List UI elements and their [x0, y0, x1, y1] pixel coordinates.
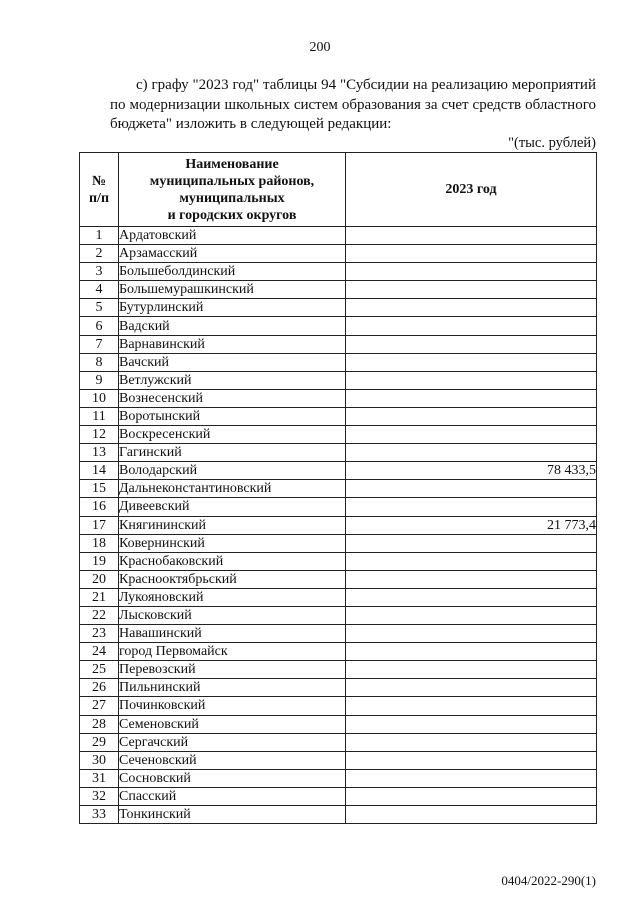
header-name-line: Наименование — [185, 156, 279, 172]
table-row — [80, 733, 597, 751]
subsidy-value — [346, 335, 597, 353]
district-name: Сосновский — [119, 769, 346, 787]
district-name: Воротынский — [119, 407, 346, 425]
table-row — [80, 245, 597, 263]
table-row — [80, 769, 597, 787]
subsidy-value — [346, 480, 597, 498]
subsidy-value — [346, 534, 597, 552]
row-number: 9 — [80, 371, 119, 389]
table-row — [80, 643, 597, 661]
district-name: Семеновский — [119, 715, 346, 733]
header-name-line: муниципальных районов, — [149, 173, 315, 189]
table-row — [80, 299, 597, 317]
table-row — [80, 625, 597, 643]
table-row — [80, 353, 597, 371]
header-name-line: и городских округов — [167, 207, 297, 223]
header-number-line: № — [91, 173, 107, 189]
table-row — [80, 534, 597, 552]
row-number: 12 — [80, 426, 119, 444]
row-number: 15 — [80, 480, 119, 498]
row-number: 24 — [80, 643, 119, 661]
subsidy-value — [346, 407, 597, 425]
table-row — [80, 498, 597, 516]
subsidy-value — [346, 606, 597, 624]
subsidy-value — [346, 353, 597, 371]
row-number: 22 — [80, 606, 119, 624]
subsidy-value — [346, 625, 597, 643]
district-name: Сергачский — [119, 733, 346, 751]
intro-text: с) графу "2023 год" таблицы 94 "Субсидии на реализацию мероприятий по модернизации школьных систем образования за счет средств областного бюджета" изложить в следующей редакции: — [110, 77, 596, 132]
subsidy-value — [346, 643, 597, 661]
district-name: Гагинский — [119, 444, 346, 462]
subsidy-value — [346, 227, 597, 245]
table-row — [80, 661, 597, 679]
page-number: 200 — [309, 40, 331, 55]
table-row — [80, 317, 597, 335]
row-number: 2 — [80, 245, 119, 263]
table-row — [80, 679, 597, 697]
units-note: "(тыс. рублей) — [508, 135, 596, 151]
district-name: Большемурашкинский — [119, 281, 346, 299]
document-code: 0404/2022-290(1) — [501, 873, 596, 888]
table-row — [80, 480, 597, 498]
district-name: Дивеевский — [119, 498, 346, 516]
subsidy-value — [346, 245, 597, 263]
subsidy-value — [346, 371, 597, 389]
district-name: Вознесенский — [119, 389, 346, 407]
row-number: 27 — [80, 697, 119, 715]
district-name: Дальнеконстантиновский — [119, 480, 346, 498]
table-row — [80, 787, 597, 805]
table-row — [80, 227, 597, 245]
table-row — [80, 697, 597, 715]
district-name: Перевозский — [119, 661, 346, 679]
district-name: Ковернинский — [119, 534, 346, 552]
row-number: 3 — [80, 263, 119, 281]
subsidy-value — [346, 679, 597, 697]
intro-paragraph — [110, 76, 596, 135]
table-row — [80, 516, 597, 534]
table-row — [80, 715, 597, 733]
subsidy-value — [346, 588, 597, 606]
header-name-line: муниципальных — [179, 190, 285, 206]
row-number: 29 — [80, 733, 119, 751]
subsidy-value — [346, 552, 597, 570]
table-row — [80, 407, 597, 425]
district-name: Краснооктябрьский — [119, 570, 346, 588]
subsidy-table — [79, 152, 597, 824]
subsidy-value — [346, 299, 597, 317]
row-number: 18 — [80, 534, 119, 552]
district-name: Тонкинский — [119, 806, 346, 824]
table-body — [80, 227, 597, 824]
district-name: Лукояновский — [119, 588, 346, 606]
subsidy-value — [346, 769, 597, 787]
row-number: 20 — [80, 570, 119, 588]
header-name — [119, 153, 346, 227]
subsidy-value — [346, 715, 597, 733]
row-number: 30 — [80, 751, 119, 769]
district-name: Варнавинский — [119, 335, 346, 353]
row-number: 16 — [80, 498, 119, 516]
district-name: Сеченовский — [119, 751, 346, 769]
subsidy-value — [346, 498, 597, 516]
district-name: Воскресенский — [119, 426, 346, 444]
row-number: 7 — [80, 335, 119, 353]
row-number: 10 — [80, 389, 119, 407]
subsidy-value — [346, 751, 597, 769]
district-name: Спасский — [119, 787, 346, 805]
district-name: Ветлужский — [119, 371, 346, 389]
row-number: 21 — [80, 588, 119, 606]
row-number: 32 — [80, 787, 119, 805]
district-name: Вадский — [119, 317, 346, 335]
row-number: 13 — [80, 444, 119, 462]
subsidy-value — [346, 661, 597, 679]
district-name: Лысковский — [119, 606, 346, 624]
row-number: 17 — [80, 516, 119, 534]
row-number: 11 — [80, 407, 119, 425]
subsidy-value — [346, 787, 597, 805]
table-row — [80, 570, 597, 588]
district-name: Навашинский — [119, 625, 346, 643]
row-number: 1 — [80, 227, 119, 245]
row-number: 31 — [80, 769, 119, 787]
table-header-row — [80, 153, 597, 227]
header-number-line: п/п — [88, 190, 110, 206]
header-year: 2023 год — [346, 153, 597, 227]
subsidy-value — [346, 570, 597, 588]
table-row — [80, 552, 597, 570]
row-number: 14 — [80, 462, 119, 480]
district-name: Починковский — [119, 697, 346, 715]
table-row — [80, 263, 597, 281]
row-number: 28 — [80, 715, 119, 733]
row-number: 5 — [80, 299, 119, 317]
district-name: Княгининский — [119, 516, 346, 534]
subsidy-value — [346, 263, 597, 281]
district-name: Пильнинский — [119, 679, 346, 697]
table-row — [80, 371, 597, 389]
subsidy-value — [346, 697, 597, 715]
district-name: Ардатовский — [119, 227, 346, 245]
district-name: Арзамасский — [119, 245, 346, 263]
subsidy-value — [346, 281, 597, 299]
row-number: 6 — [80, 317, 119, 335]
district-name: Вачский — [119, 353, 346, 371]
table-row — [80, 751, 597, 769]
table-row — [80, 588, 597, 606]
row-number: 8 — [80, 353, 119, 371]
district-name: Володарский — [119, 462, 346, 480]
row-number: 26 — [80, 679, 119, 697]
district-name: Большеболдинский — [119, 263, 346, 281]
row-number: 33 — [80, 806, 119, 824]
row-number: 19 — [80, 552, 119, 570]
subsidy-value — [346, 389, 597, 407]
table-row — [80, 426, 597, 444]
row-number: 4 — [80, 281, 119, 299]
subsidy-value — [346, 733, 597, 751]
table-row — [80, 606, 597, 624]
table-row — [80, 462, 597, 480]
subsidy-value: 78 433,5 — [346, 462, 597, 480]
district-name: Бутурлинский — [119, 299, 346, 317]
subsidy-value — [346, 426, 597, 444]
district-name: город Первомайск — [119, 643, 346, 661]
table-row — [80, 806, 597, 824]
row-number: 25 — [80, 661, 119, 679]
table-row — [80, 335, 597, 353]
table-row — [80, 444, 597, 462]
district-name: Краснобаковский — [119, 552, 346, 570]
header-number — [80, 153, 119, 227]
table-row — [80, 281, 597, 299]
subsidy-value — [346, 317, 597, 335]
subsidy-value — [346, 444, 597, 462]
subsidy-value — [346, 806, 597, 824]
row-number: 23 — [80, 625, 119, 643]
subsidy-value: 21 773,4 — [346, 516, 597, 534]
table-row — [80, 389, 597, 407]
